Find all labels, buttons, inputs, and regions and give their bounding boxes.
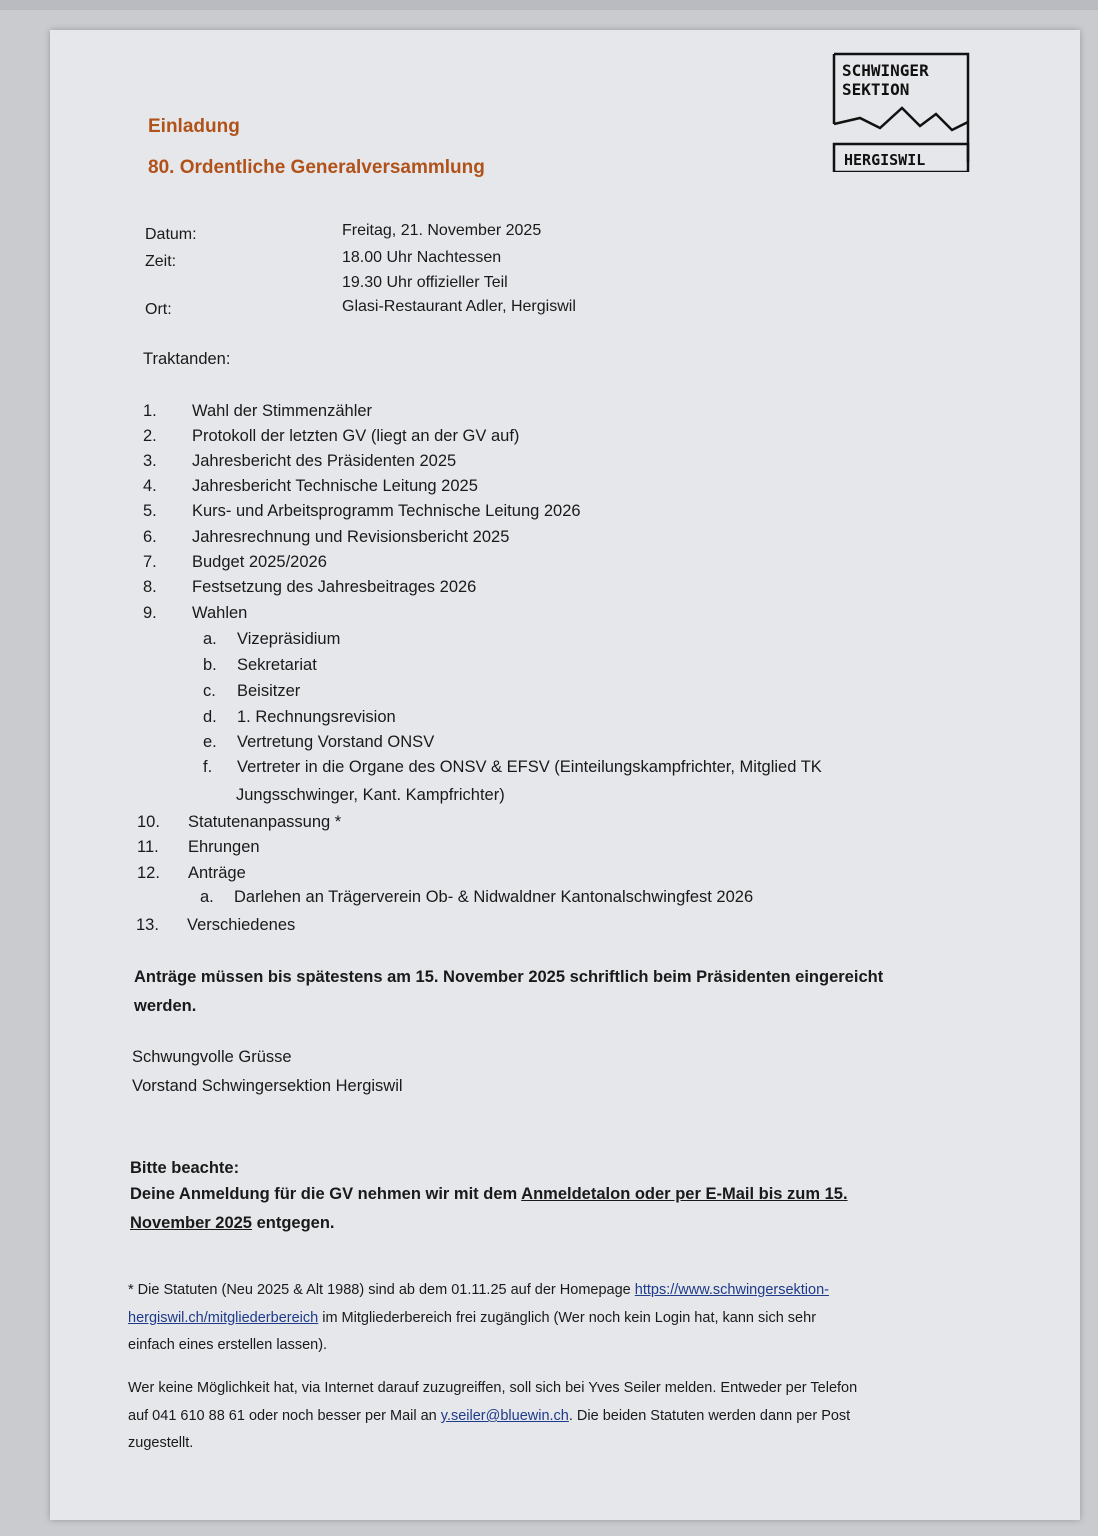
- agenda-item: Budget 2025/2026: [192, 553, 327, 571]
- homepage-link-continued[interactable]: hergiswil.ch/mitgliederbereich: [128, 1310, 319, 1326]
- sub-letter: e.: [203, 733, 217, 751]
- footnote-line-2: [128, 1310, 816, 1326]
- footnote-text-2: im Mitgliederbereich frei zugänglich (Wer noch kein Login hat, kann sich sehr: [318, 1310, 817, 1326]
- sub-item-continued: Jungsschwinger, Kant. Kampfrichter): [236, 786, 505, 804]
- agenda-num: 2.: [143, 427, 157, 445]
- agenda-item: Verschiedenes: [187, 916, 296, 934]
- agenda-heading: Traktanden:: [143, 350, 231, 368]
- please-note-line-1: [130, 1185, 848, 1204]
- agenda-item: Festsetzung des Jahresbeitrages 2026: [192, 578, 477, 596]
- contact-text: auf 041 610 88 61 oder noch besser per Mail an: [128, 1408, 441, 1424]
- sub-item: Darlehen an Trägerverein Ob- & Nidwaldner Kantonalschwingfest 2026: [234, 888, 754, 906]
- please-note-line-2: [130, 1214, 335, 1233]
- section-logo: [832, 52, 970, 172]
- agenda-num: 5.: [143, 502, 157, 520]
- footnote-line-3: einfach eines erstellen lassen).: [128, 1337, 328, 1353]
- time-label: Zeit:: [145, 253, 177, 270]
- sub-item: Vertretung Vorstand ONSV: [237, 733, 435, 751]
- agenda-num: 13.: [136, 916, 159, 934]
- logo-line-2: SEKTION: [842, 80, 910, 99]
- agenda-num: 6.: [143, 528, 157, 546]
- please-note-underlined: Anmeldetalon oder per E-Mail bis zum 15.: [521, 1185, 848, 1203]
- agenda-num: 7.: [143, 553, 157, 571]
- agenda-num: 10.: [137, 813, 160, 831]
- please-note-heading: Bitte beachte:: [130, 1159, 240, 1177]
- document-page: [50, 30, 1080, 1520]
- agenda-num: 11.: [137, 838, 159, 856]
- footnote-line-1: [128, 1282, 829, 1298]
- agenda-num: 8.: [143, 578, 157, 596]
- agenda-num: 4.: [143, 477, 157, 495]
- agenda-item: Kurs- und Arbeitsprogramm Technische Leitung 2026: [192, 502, 581, 520]
- agenda-item: Anträge: [188, 864, 246, 882]
- sub-letter: b.: [203, 656, 217, 674]
- time-value-2: 19.30 Uhr offizieller Teil: [342, 274, 508, 291]
- email-link[interactable]: y.seiler@bluewin.ch: [440, 1408, 569, 1424]
- please-note-underlined-date: November 2025: [130, 1214, 252, 1232]
- agenda-item: Protokoll der letzten GV (liegt an der GV auf): [192, 427, 520, 445]
- mountain-logo-icon: [832, 52, 970, 172]
- contact-line-1: Wer keine Möglichkeit hat, via Internet darauf zuzugreiffen, soll sich bei Yves Seiler melden. Entweder per Telefon: [128, 1380, 858, 1396]
- agenda-num: 12.: [137, 864, 160, 882]
- please-note-text-end: entgegen.: [252, 1214, 335, 1232]
- please-note-text: Deine Anmeldung für die GV nehmen wir mit dem: [130, 1185, 522, 1203]
- agenda-item: Ehrungen: [188, 838, 260, 856]
- greeting-line-2: Vorstand Schwingersektion Hergiswil: [132, 1077, 403, 1095]
- sub-letter: c.: [203, 682, 216, 700]
- footnote-text: * Die Statuten (Neu 2025 & Alt 1988) sind ab dem 01.11.25 auf der Homepage: [128, 1282, 635, 1298]
- sub-item: Beisitzer: [237, 682, 301, 700]
- sub-letter: a.: [200, 888, 214, 906]
- contact-line-2: [128, 1408, 850, 1424]
- document-subtitle: 80. Ordentliche Generalversammlung: [148, 157, 485, 178]
- screen-top-edge: [0, 0, 1098, 10]
- agenda-item: Wahl der Stimmenzähler: [192, 402, 373, 420]
- place-label: Ort:: [145, 301, 172, 318]
- place-value: Glasi-Restaurant Adler, Hergiswil: [342, 298, 576, 315]
- sub-item: Vertreter in die Organe des ONSV & EFSV (Einteilungskampfrichter, Mitglied TK: [237, 758, 822, 776]
- agenda-item: Jahresbericht des Präsidenten 2025: [192, 452, 457, 470]
- greeting-line-1: Schwungvolle Grüsse: [132, 1048, 292, 1066]
- agenda-num: 3.: [143, 452, 157, 470]
- date-value: Freitag, 21. November 2025: [342, 222, 542, 239]
- agenda-num: 9.: [143, 604, 157, 622]
- sub-letter: d.: [203, 708, 217, 726]
- sub-item: Sekretariat: [237, 656, 317, 674]
- sub-item: 1. Rechnungsrevision: [237, 708, 396, 726]
- sub-letter: a.: [203, 630, 217, 648]
- contact-text-2: . Die beiden Statuten werden dann per Post: [568, 1408, 851, 1424]
- sub-item: Vizepräsidium: [237, 630, 341, 648]
- contact-line-3: zugestellt.: [128, 1435, 194, 1451]
- agenda-item: Statutenanpassung *: [188, 813, 342, 831]
- homepage-link[interactable]: https://www.schwingersektion-: [634, 1282, 829, 1298]
- agenda-item: Jahresrechnung und Revisionsbericht 2025: [192, 528, 510, 546]
- time-value-1: 18.00 Uhr Nachtessen: [342, 249, 502, 266]
- agenda-num: 1.: [143, 402, 157, 420]
- deadline-notice-line-2: werden.: [134, 997, 197, 1015]
- sub-letter: f.: [203, 758, 213, 776]
- deadline-notice-line-1: Anträge müssen bis spätestens am 15. November 2025 schriftlich beim Präsidenten eingereicht: [134, 968, 884, 986]
- document-title: Einladung: [148, 116, 240, 137]
- logo-line-3: HERGISWIL: [844, 151, 926, 169]
- logo-line-1: SCHWINGER: [842, 61, 929, 80]
- agenda-item: Wahlen: [192, 604, 248, 622]
- date-label: Datum:: [145, 226, 197, 243]
- agenda-item: Jahresbericht Technische Leitung 2025: [192, 477, 478, 495]
